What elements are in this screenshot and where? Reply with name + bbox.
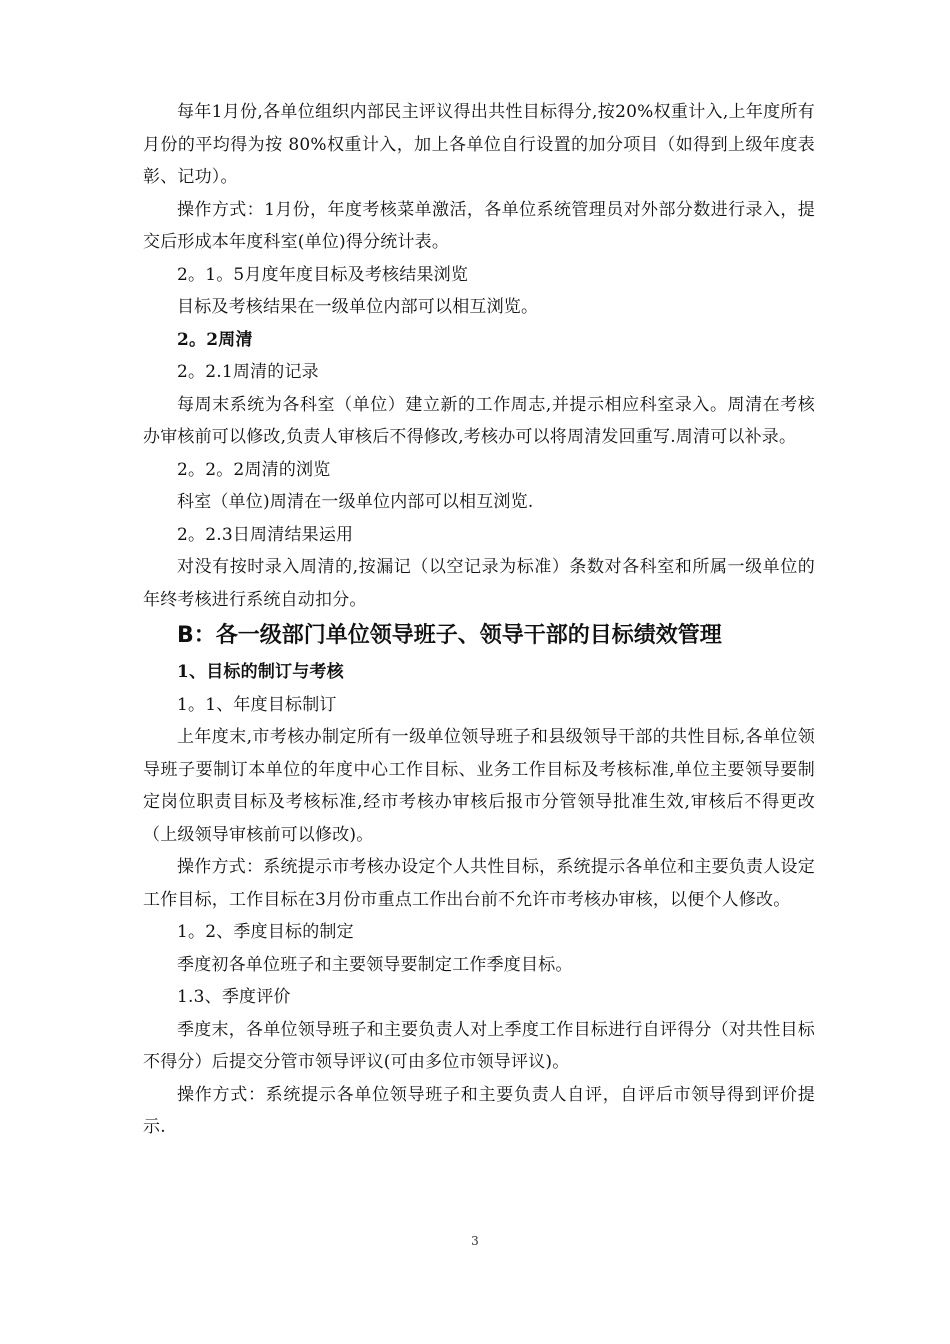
page-number: 3 — [471, 1234, 479, 1248]
subheading-2-2-2: 2。2。2周清的浏览 — [177, 459, 331, 480]
paragraph-annual-evaluation: 每年1月份,各单位组织内部民主评议得出共性目标得分,按20%权重计入,上年度所有月份的平均得为按 80%权重计入，加上各单位自行设置的加分项目（如得到上级年度表彰、记功）。 — [143, 102, 815, 187]
subheading-2-2-3: 2。2.3日周清结果运用 — [177, 524, 354, 545]
paragraph-operation-annual: 操作方式：1月份，年度考核菜单激活，各单位系统管理员对外部分数进行录入，提交后形成本年度科室(单位)得分统计表。 — [143, 199, 815, 252]
paragraph-annual-goal: 上年度末,市考核办制定所有一级单位领导班子和县级领导干部的共性目标,各单位领导班子要制订本单位的年度中心工作目标、业务工作目标及考核标准,单位主要领导要制定岗位职责目标及考核标准,经市考核办审核后报市分管领导批准生效,审核后不得更改（上级领导审核前可以修改)。 — [143, 727, 815, 845]
subheading-1-2: 1。2、季度目标的制定 — [177, 922, 354, 942]
page-body — [143, 96, 815, 1144]
paragraph-browse-results: 目标及考核结果在一级单位内部可以相互浏览。 — [177, 297, 539, 317]
paragraph-weekly-record: 每周末系统为各科室（单位）建立新的工作周志,并提示相应科室录入。周清在考核办审核前可以修改,负责人审核后不得修改,考核办可以将周清发回重写.周清可以补录。 — [143, 394, 815, 447]
subheading-2-2-1: 2。2.1周清的记录 — [177, 362, 319, 382]
paragraph-operation-evaluation: 操作方式：系统提示各单位领导班子和主要负责人自评，自评后市领导得到评价提示. — [143, 1084, 815, 1137]
heading-2-2-weekly: 2。2周清 — [177, 329, 253, 350]
paragraph-weekly-browse: 科室（单位)周清在一级单位内部可以相互浏览. — [177, 492, 534, 512]
paragraph-quarter-goal: 季度初各单位班子和主要领导要制定工作季度目标。 — [177, 954, 573, 975]
subheading-1-3: 1.3、季度评价 — [177, 987, 291, 1007]
paragraph-weekly-deduction: 对没有按时录入周清的,按漏记（以空记录为标准）条数对各科室和所属一级单位的年终考核进行系统自动扣分。 — [143, 557, 815, 610]
heading-1-goal-setting: 1、目标的制订与考核 — [177, 662, 344, 682]
subheading-1-1: 1。1、年度目标制订 — [177, 694, 337, 715]
subheading-2-1-5: 2。1。5月度年度目标及考核结果浏览 — [177, 264, 469, 285]
paragraph-quarter-evaluation: 季度末，各单位领导班子和主要负责人对上季度工作目标进行自评得分（对共性目标不得分）后提交分管市领导评议(可由多位市领导评议)。 — [143, 1019, 815, 1072]
section-heading-b: B：各一级部门单位领导班子、领导干部的目标绩效管理 — [177, 623, 722, 648]
paragraph-operation-goal: 操作方式：系统提示市考核办设定个人共性目标，系统提示各单位和主要负责人设定工作目标，工作目标在3月份市重点工作出台前不允许市考核办审核，以便个人修改。 — [143, 857, 815, 910]
